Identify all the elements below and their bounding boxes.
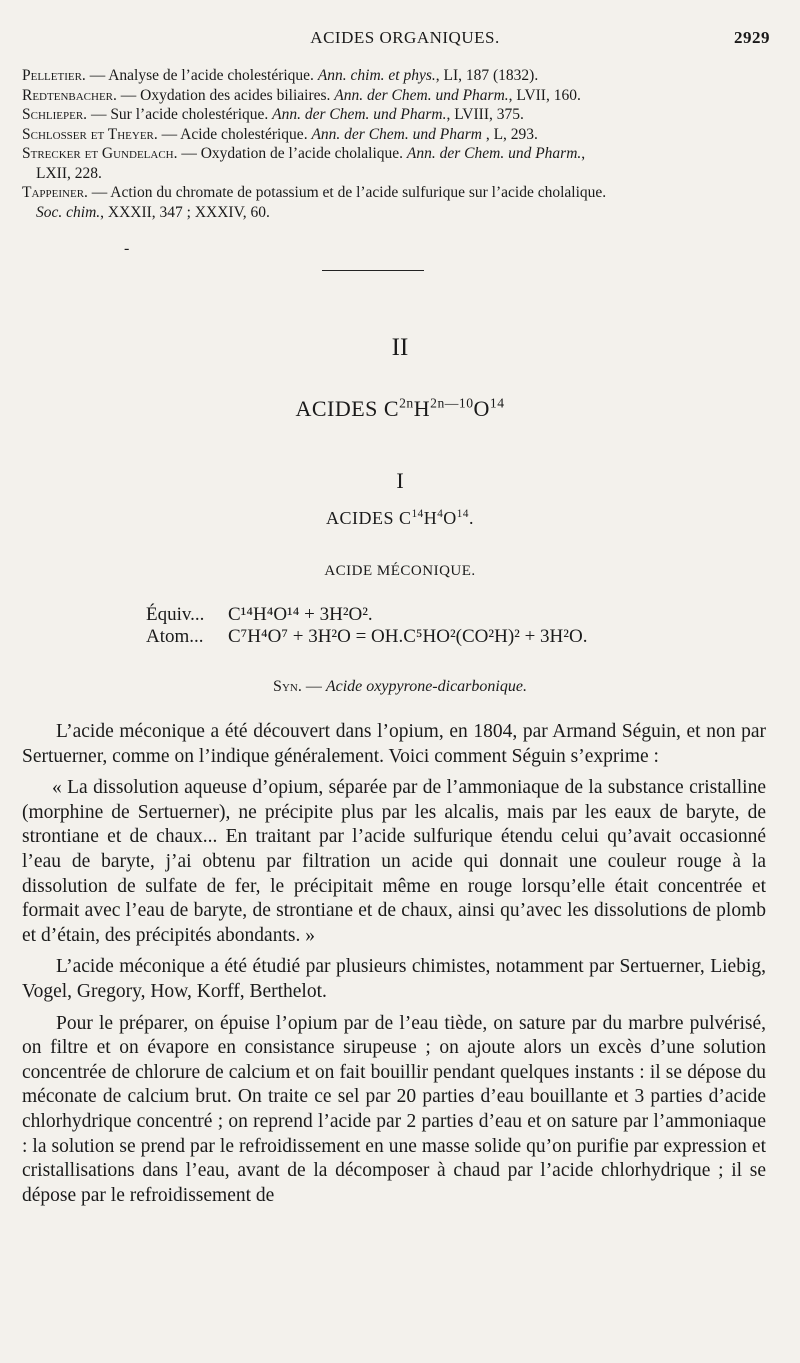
bibliography-entry	[22, 183, 770, 222]
major-section-number: II	[391, 334, 409, 361]
page-number: 2929	[734, 28, 770, 47]
ref-volume: , LVII, 160.	[508, 86, 581, 104]
bibliography-entry	[22, 144, 770, 183]
synonym-label: Syn. —	[273, 678, 326, 695]
ref-title: — Oxydation de l’acide cholalique.	[177, 145, 407, 162]
ref-journal: Ann. der Chem. und Pharm.	[272, 106, 447, 123]
generic-formula: $C^{2n}H^{2n—10}O^{14}$	[383, 395, 505, 421]
ref-volume: , LVIII, 375.	[446, 106, 524, 123]
ref-journal: Ann. der Chem. und Pharm	[311, 125, 482, 143]
atomic-formula-line	[146, 626, 587, 648]
bibliography-entry	[22, 86, 770, 106]
ref-volume: ,	[581, 145, 586, 162]
ref-title: — Acide cholestérique.	[157, 125, 312, 143]
ref-volume: , LI, 187 (1832).	[435, 67, 539, 84]
section-rule	[322, 270, 424, 271]
generic-acid-heading	[0, 396, 800, 422]
atom-formula: C⁷H⁴O⁷ + 3H²O = OH.C⁵HO²(CO²H)² + 3H²O.	[228, 626, 588, 647]
subtitle-formula: $C^{14}H^4O^{14}$.	[399, 508, 474, 528]
ref-author: Tappeiner.	[22, 184, 88, 201]
minor-section-number: I	[396, 468, 404, 493]
ref-continuation: LXII, 228.	[36, 164, 102, 182]
ref-continuation	[22, 203, 770, 223]
body-text	[22, 720, 766, 1215]
equiv-label: Équiv...	[146, 604, 205, 625]
formula-block	[146, 604, 587, 648]
synonym-line	[0, 678, 800, 696]
equiv-formula: C¹⁴H⁴O¹⁴ + 3H²O².	[228, 604, 373, 625]
atom-label: Atom...	[146, 626, 204, 647]
running-header	[40, 28, 770, 54]
bibliography-entry	[22, 66, 770, 86]
bibliography-list	[22, 66, 770, 222]
ref-journal: Soc. chim.	[36, 203, 101, 221]
ref-title: — Sur l’acide cholestérique.	[87, 106, 273, 123]
running-title: ACIDES ORGANIQUES.	[310, 28, 500, 47]
ref-author: Schlieper.	[22, 106, 88, 123]
bibliography-entry	[22, 105, 770, 125]
ref-volume: , L, 293.	[481, 125, 538, 143]
heading-word: ACIDES	[326, 508, 395, 528]
separator-dash: -	[124, 240, 130, 257]
paragraph: Pour le préparer, on épuise l’opium par de l’eau tiède, on sature par du marbre pulvérisé, on filtre et on évapore en consistance sirupeuse ; on ajoute alors un excès d’une solution concentrée de chlorure de calcium et on fait bouillir pendant quelques instants : il se dépose du méconate de calcium brut. On traite ce sel par 20 parties d’eau bouillante et 3 parties d’acide chlorhydrique concentré ; on reprend l’acide par 2 parties d’eau et on sature par l’ammoniaque : la solution se prend par le refroidissement en une masse solide qu’on purifie par expression et cristallisations dans l’eau, avant de la décomposer à chaud par l’acide chlorhydrique ; il se dépose par le refroidissement de	[22, 1012, 766, 1206]
heading-word: ACIDES	[295, 396, 378, 421]
equivalent-formula-line	[146, 604, 587, 626]
ref-volume: , XXXII, 347 ; XXXIV, 60.	[100, 203, 270, 221]
bibliography-entry	[22, 125, 770, 145]
ref-title: — Oxydation des acides biliaires.	[116, 86, 335, 104]
paragraph: L’acide méconique a été découvert dans l’opium, en 1804, par Armand Séguin, et non par Sertuerner, comme on l’indique généralement. Voici comment Séguin s’exprime :	[22, 721, 766, 767]
ref-author: Pelletier.	[22, 67, 86, 84]
compound-heading: ACIDE MÉCONIQUE.	[324, 563, 476, 579]
synonym-name: Acide oxypyrone-dicarbonique.	[325, 678, 527, 695]
ref-title: — Action du chromate de potassium et de l’acide sulfurique sur l’acide cholalique.	[87, 184, 607, 201]
paragraph: L’acide méconique a été étudié par plusieurs chimistes, notamment par Sertuerner, Liebig, Vogel, Gregory, How, Korff, Berthelot.	[22, 956, 766, 1002]
quoted-paragraph: « La dissolution aqueuse d’opium, séparée par de l’ammoniaque de la substance cristalline (morphine de Sertuerner), ne précipite plus par les alcalis, mais par les eaux de baryte, de strontiane et de chaux... En traitant par l’acide sulfurique étendu celui qu’avait occasionné l’eau de baryte, j’ai obtenu par filtration un acide qui donnait une couleur rouge à la dissolution de sulfate de fer, le précipitait même en rouge lorsqu’elle était concentrée et formait avec l’eau de baryte, de strontiane et de chaux, ainsi qu’avec les dissolutions de plomb et d’étain, des précipités abondants. »	[22, 777, 766, 946]
ref-journal: Ann. chim. et phys.	[317, 67, 436, 84]
ref-author: Redtenbacher.	[22, 86, 117, 104]
ref-journal: Ann. der Chem. und Pharm.	[406, 145, 582, 162]
ref-author: Strecker et Gundelach.	[22, 145, 178, 162]
acid-subheading	[0, 508, 800, 529]
ref-title: — Analyse de l’acide cholestérique.	[85, 67, 318, 84]
ref-journal: Ann. der Chem. und Pharm.	[334, 86, 509, 104]
ref-author: Schlosser et Theyer.	[22, 125, 158, 143]
